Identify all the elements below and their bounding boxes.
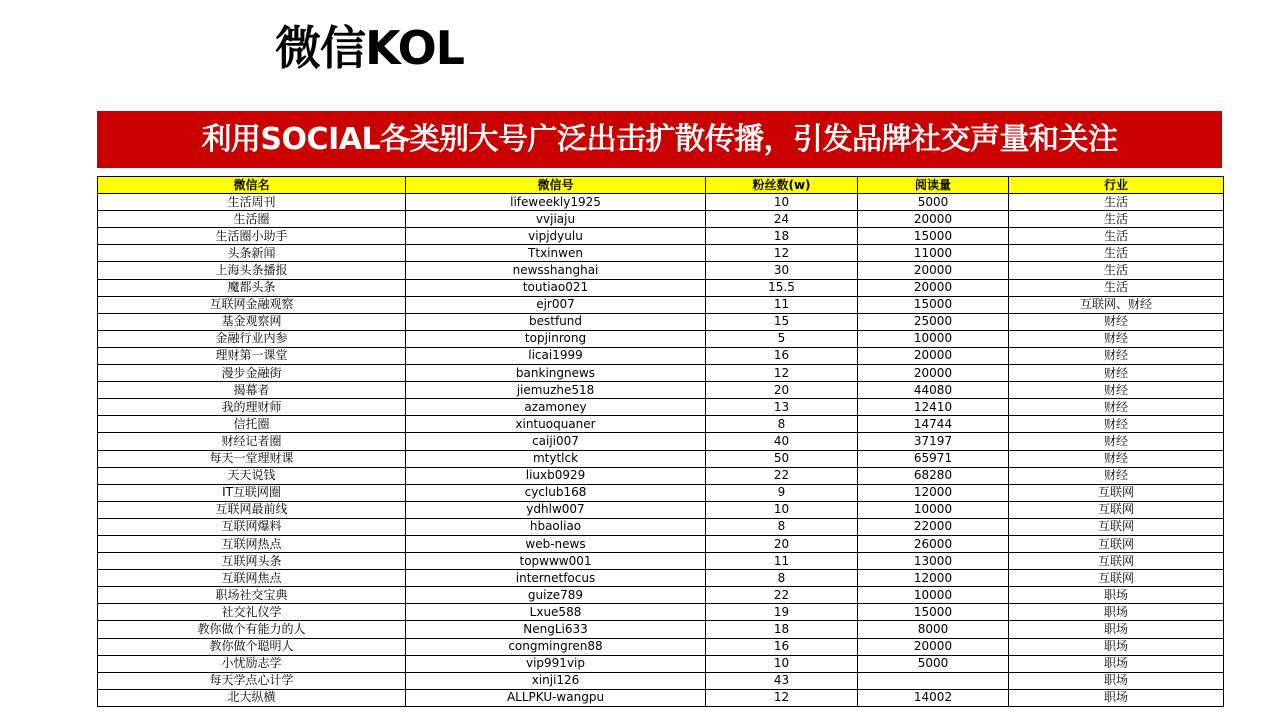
cell-reads: 13000	[858, 553, 1009, 570]
cell-wechat-id: vvjiaju	[406, 211, 706, 228]
cell-followers: 50	[706, 450, 858, 467]
cell-industry: 职场	[1009, 672, 1224, 689]
cell-followers: 22	[706, 467, 858, 484]
cell-industry: 财经	[1009, 399, 1224, 416]
cell-reads: 37197	[858, 433, 1009, 450]
table-body	[98, 194, 1224, 707]
cell-followers: 24	[706, 211, 858, 228]
cell-wechat-name: 教你做个有能力的人	[98, 621, 406, 638]
cell-followers: 12	[706, 245, 858, 262]
cell-wechat-name: IT互联网圈	[98, 484, 406, 501]
cell-followers: 43	[706, 672, 858, 689]
cell-reads: 10000	[858, 587, 1009, 604]
cell-reads: 12000	[858, 570, 1009, 587]
table-row	[98, 365, 1224, 382]
cell-reads: 14744	[858, 416, 1009, 433]
cell-industry: 职场	[1009, 689, 1224, 706]
cell-wechat-name: 小忧励志学	[98, 655, 406, 672]
header-wechat-id: 微信号	[406, 177, 706, 194]
cell-reads: 20000	[858, 211, 1009, 228]
cell-wechat-name: 互联网金融观察	[98, 296, 406, 313]
cell-industry: 生活	[1009, 262, 1224, 279]
table-row	[98, 553, 1224, 570]
header-wechat-name: 微信名	[98, 177, 406, 194]
cell-reads: 8000	[858, 621, 1009, 638]
table-row	[98, 347, 1224, 364]
cell-industry: 生活	[1009, 211, 1224, 228]
cell-wechat-id: topjinrong	[406, 330, 706, 347]
cell-wechat-id: cyclub168	[406, 484, 706, 501]
cell-wechat-id: ejr007	[406, 296, 706, 313]
table-row	[98, 535, 1224, 552]
table-row	[98, 313, 1224, 330]
table-row	[98, 467, 1224, 484]
cell-wechat-name: 每天一堂理财课	[98, 450, 406, 467]
cell-wechat-name: 我的理财师	[98, 399, 406, 416]
cell-wechat-id: Ttxinwen	[406, 245, 706, 262]
cell-industry: 职场	[1009, 604, 1224, 621]
table-row	[98, 245, 1224, 262]
cell-wechat-name: 财经记者圈	[98, 433, 406, 450]
cell-wechat-name: 社交礼仪学	[98, 604, 406, 621]
cell-followers: 19	[706, 604, 858, 621]
cell-reads	[858, 672, 1009, 689]
cell-industry: 财经	[1009, 365, 1224, 382]
cell-wechat-name: 头条新闻	[98, 245, 406, 262]
cell-wechat-id: xinji126	[406, 672, 706, 689]
table-row	[98, 416, 1224, 433]
cell-wechat-id: vip991vip	[406, 655, 706, 672]
cell-followers: 16	[706, 347, 858, 364]
cell-wechat-id: ydhlw007	[406, 501, 706, 518]
banner-headline: 利用SOCIAL各类别大号广泛出击扩散传播，引发品牌社交声量和关注	[97, 111, 1222, 168]
table-row	[98, 211, 1224, 228]
cell-reads: 11000	[858, 245, 1009, 262]
cell-reads: 15000	[858, 604, 1009, 621]
cell-wechat-id: Lxue588	[406, 604, 706, 621]
header-followers: 粉丝数(w)	[706, 177, 858, 194]
cell-industry: 财经	[1009, 467, 1224, 484]
cell-industry: 财经	[1009, 450, 1224, 467]
cell-wechat-name: 教你做个聪明人	[98, 638, 406, 655]
cell-wechat-id: NengLi633	[406, 621, 706, 638]
cell-reads: 10000	[858, 330, 1009, 347]
cell-followers: 8	[706, 518, 858, 535]
cell-followers: 20	[706, 382, 858, 399]
table-row	[98, 518, 1224, 535]
table-header-row	[98, 177, 1224, 194]
cell-industry: 互联网	[1009, 484, 1224, 501]
cell-wechat-id: bestfund	[406, 313, 706, 330]
table-row	[98, 484, 1224, 501]
cell-industry: 互联网	[1009, 535, 1224, 552]
cell-wechat-id: lifeweekly1925	[406, 194, 706, 211]
cell-followers: 11	[706, 553, 858, 570]
cell-wechat-name: 北大纵横	[98, 689, 406, 706]
cell-followers: 18	[706, 228, 858, 245]
cell-wechat-id: caiji007	[406, 433, 706, 450]
cell-followers: 30	[706, 262, 858, 279]
cell-followers: 16	[706, 638, 858, 655]
cell-wechat-id: guize789	[406, 587, 706, 604]
cell-followers: 18	[706, 621, 858, 638]
table-row	[98, 399, 1224, 416]
cell-followers: 8	[706, 416, 858, 433]
table-row	[98, 450, 1224, 467]
cell-followers: 10	[706, 194, 858, 211]
cell-industry: 生活	[1009, 228, 1224, 245]
table-row	[98, 621, 1224, 638]
cell-wechat-id: bankingnews	[406, 365, 706, 382]
cell-reads: 20000	[858, 347, 1009, 364]
table-row	[98, 296, 1224, 313]
cell-followers: 5	[706, 330, 858, 347]
cell-industry: 生活	[1009, 279, 1224, 296]
cell-wechat-name: 生活圈	[98, 211, 406, 228]
cell-industry: 职场	[1009, 621, 1224, 638]
cell-followers: 12	[706, 689, 858, 706]
cell-wechat-id: azamoney	[406, 399, 706, 416]
cell-wechat-name: 互联网爆料	[98, 518, 406, 535]
cell-wechat-id: licai1999	[406, 347, 706, 364]
cell-reads: 68280	[858, 467, 1009, 484]
cell-wechat-id: internetfocus	[406, 570, 706, 587]
cell-wechat-id: topwww001	[406, 553, 706, 570]
cell-reads: 5000	[858, 655, 1009, 672]
cell-wechat-name: 基金观察网	[98, 313, 406, 330]
cell-wechat-id: toutiao021	[406, 279, 706, 296]
table-row	[98, 228, 1224, 245]
cell-reads: 14002	[858, 689, 1009, 706]
cell-industry: 互联网	[1009, 501, 1224, 518]
cell-followers: 40	[706, 433, 858, 450]
table-row	[98, 672, 1224, 689]
header-industry: 行业	[1009, 177, 1224, 194]
cell-industry: 互联网	[1009, 518, 1224, 535]
cell-industry: 财经	[1009, 313, 1224, 330]
cell-wechat-name: 生活周刊	[98, 194, 406, 211]
cell-industry: 财经	[1009, 347, 1224, 364]
cell-followers: 13	[706, 399, 858, 416]
table-row	[98, 330, 1224, 347]
cell-industry: 职场	[1009, 587, 1224, 604]
cell-reads: 22000	[858, 518, 1009, 535]
cell-wechat-name: 天天说钱	[98, 467, 406, 484]
cell-wechat-id: xintuoquaner	[406, 416, 706, 433]
cell-reads: 15000	[858, 296, 1009, 313]
cell-wechat-id: mtytlck	[406, 450, 706, 467]
table-row	[98, 570, 1224, 587]
kol-table	[97, 176, 1224, 707]
table-row	[98, 262, 1224, 279]
table-row	[98, 587, 1224, 604]
cell-followers: 20	[706, 535, 858, 552]
cell-reads: 20000	[858, 279, 1009, 296]
cell-wechat-name: 信托圈	[98, 416, 406, 433]
cell-followers: 15.5	[706, 279, 858, 296]
cell-followers: 9	[706, 484, 858, 501]
cell-industry: 互联网	[1009, 553, 1224, 570]
cell-wechat-name: 理财第一课堂	[98, 347, 406, 364]
table-row	[98, 279, 1224, 296]
cell-wechat-id: jiemuzhe518	[406, 382, 706, 399]
cell-industry: 财经	[1009, 416, 1224, 433]
cell-wechat-name: 金融行业内参	[98, 330, 406, 347]
cell-wechat-name: 互联网焦点	[98, 570, 406, 587]
cell-wechat-id: congmingren88	[406, 638, 706, 655]
cell-reads: 20000	[858, 638, 1009, 655]
cell-wechat-name: 互联网最前线	[98, 501, 406, 518]
cell-reads: 12000	[858, 484, 1009, 501]
cell-reads: 20000	[858, 262, 1009, 279]
cell-wechat-name: 互联网热点	[98, 535, 406, 552]
cell-wechat-id: liuxb0929	[406, 467, 706, 484]
cell-wechat-id: ALLPKU-wangpu	[406, 689, 706, 706]
table-row	[98, 382, 1224, 399]
cell-wechat-name: 漫步金融街	[98, 365, 406, 382]
cell-followers: 11	[706, 296, 858, 313]
table-row	[98, 638, 1224, 655]
cell-reads: 44080	[858, 382, 1009, 399]
table-row	[98, 655, 1224, 672]
cell-followers: 22	[706, 587, 858, 604]
header-reads: 阅读量	[858, 177, 1009, 194]
cell-industry: 互联网、财经	[1009, 296, 1224, 313]
cell-reads: 12410	[858, 399, 1009, 416]
cell-industry: 职场	[1009, 655, 1224, 672]
cell-industry: 生活	[1009, 194, 1224, 211]
cell-industry: 财经	[1009, 382, 1224, 399]
table-row	[98, 689, 1224, 706]
table-row	[98, 501, 1224, 518]
cell-followers: 15	[706, 313, 858, 330]
cell-wechat-id: vipjdyulu	[406, 228, 706, 245]
cell-industry: 职场	[1009, 638, 1224, 655]
cell-reads: 20000	[858, 365, 1009, 382]
cell-wechat-name: 揭幕者	[98, 382, 406, 399]
cell-reads: 65971	[858, 450, 1009, 467]
cell-wechat-id: newsshanghai	[406, 262, 706, 279]
cell-wechat-name: 职场社交宝典	[98, 587, 406, 604]
cell-reads: 25000	[858, 313, 1009, 330]
cell-wechat-name: 上海头条播报	[98, 262, 406, 279]
cell-industry: 互联网	[1009, 570, 1224, 587]
cell-reads: 26000	[858, 535, 1009, 552]
table-row	[98, 433, 1224, 450]
table-row	[98, 194, 1224, 211]
cell-followers: 10	[706, 655, 858, 672]
cell-wechat-name: 生活圈小助手	[98, 228, 406, 245]
cell-reads: 5000	[858, 194, 1009, 211]
cell-wechat-name: 互联网头条	[98, 553, 406, 570]
cell-wechat-id: web-news	[406, 535, 706, 552]
cell-wechat-name: 魔都头条	[98, 279, 406, 296]
cell-wechat-id: hbaoliao	[406, 518, 706, 535]
cell-followers: 10	[706, 501, 858, 518]
cell-industry: 财经	[1009, 330, 1224, 347]
cell-wechat-name: 每天学点心计学	[98, 672, 406, 689]
table-row	[98, 604, 1224, 621]
cell-reads: 15000	[858, 228, 1009, 245]
cell-followers: 12	[706, 365, 858, 382]
cell-industry: 财经	[1009, 433, 1224, 450]
cell-industry: 生活	[1009, 245, 1224, 262]
cell-followers: 8	[706, 570, 858, 587]
cell-reads: 10000	[858, 501, 1009, 518]
page-title: 微信KOL	[275, 21, 464, 75]
